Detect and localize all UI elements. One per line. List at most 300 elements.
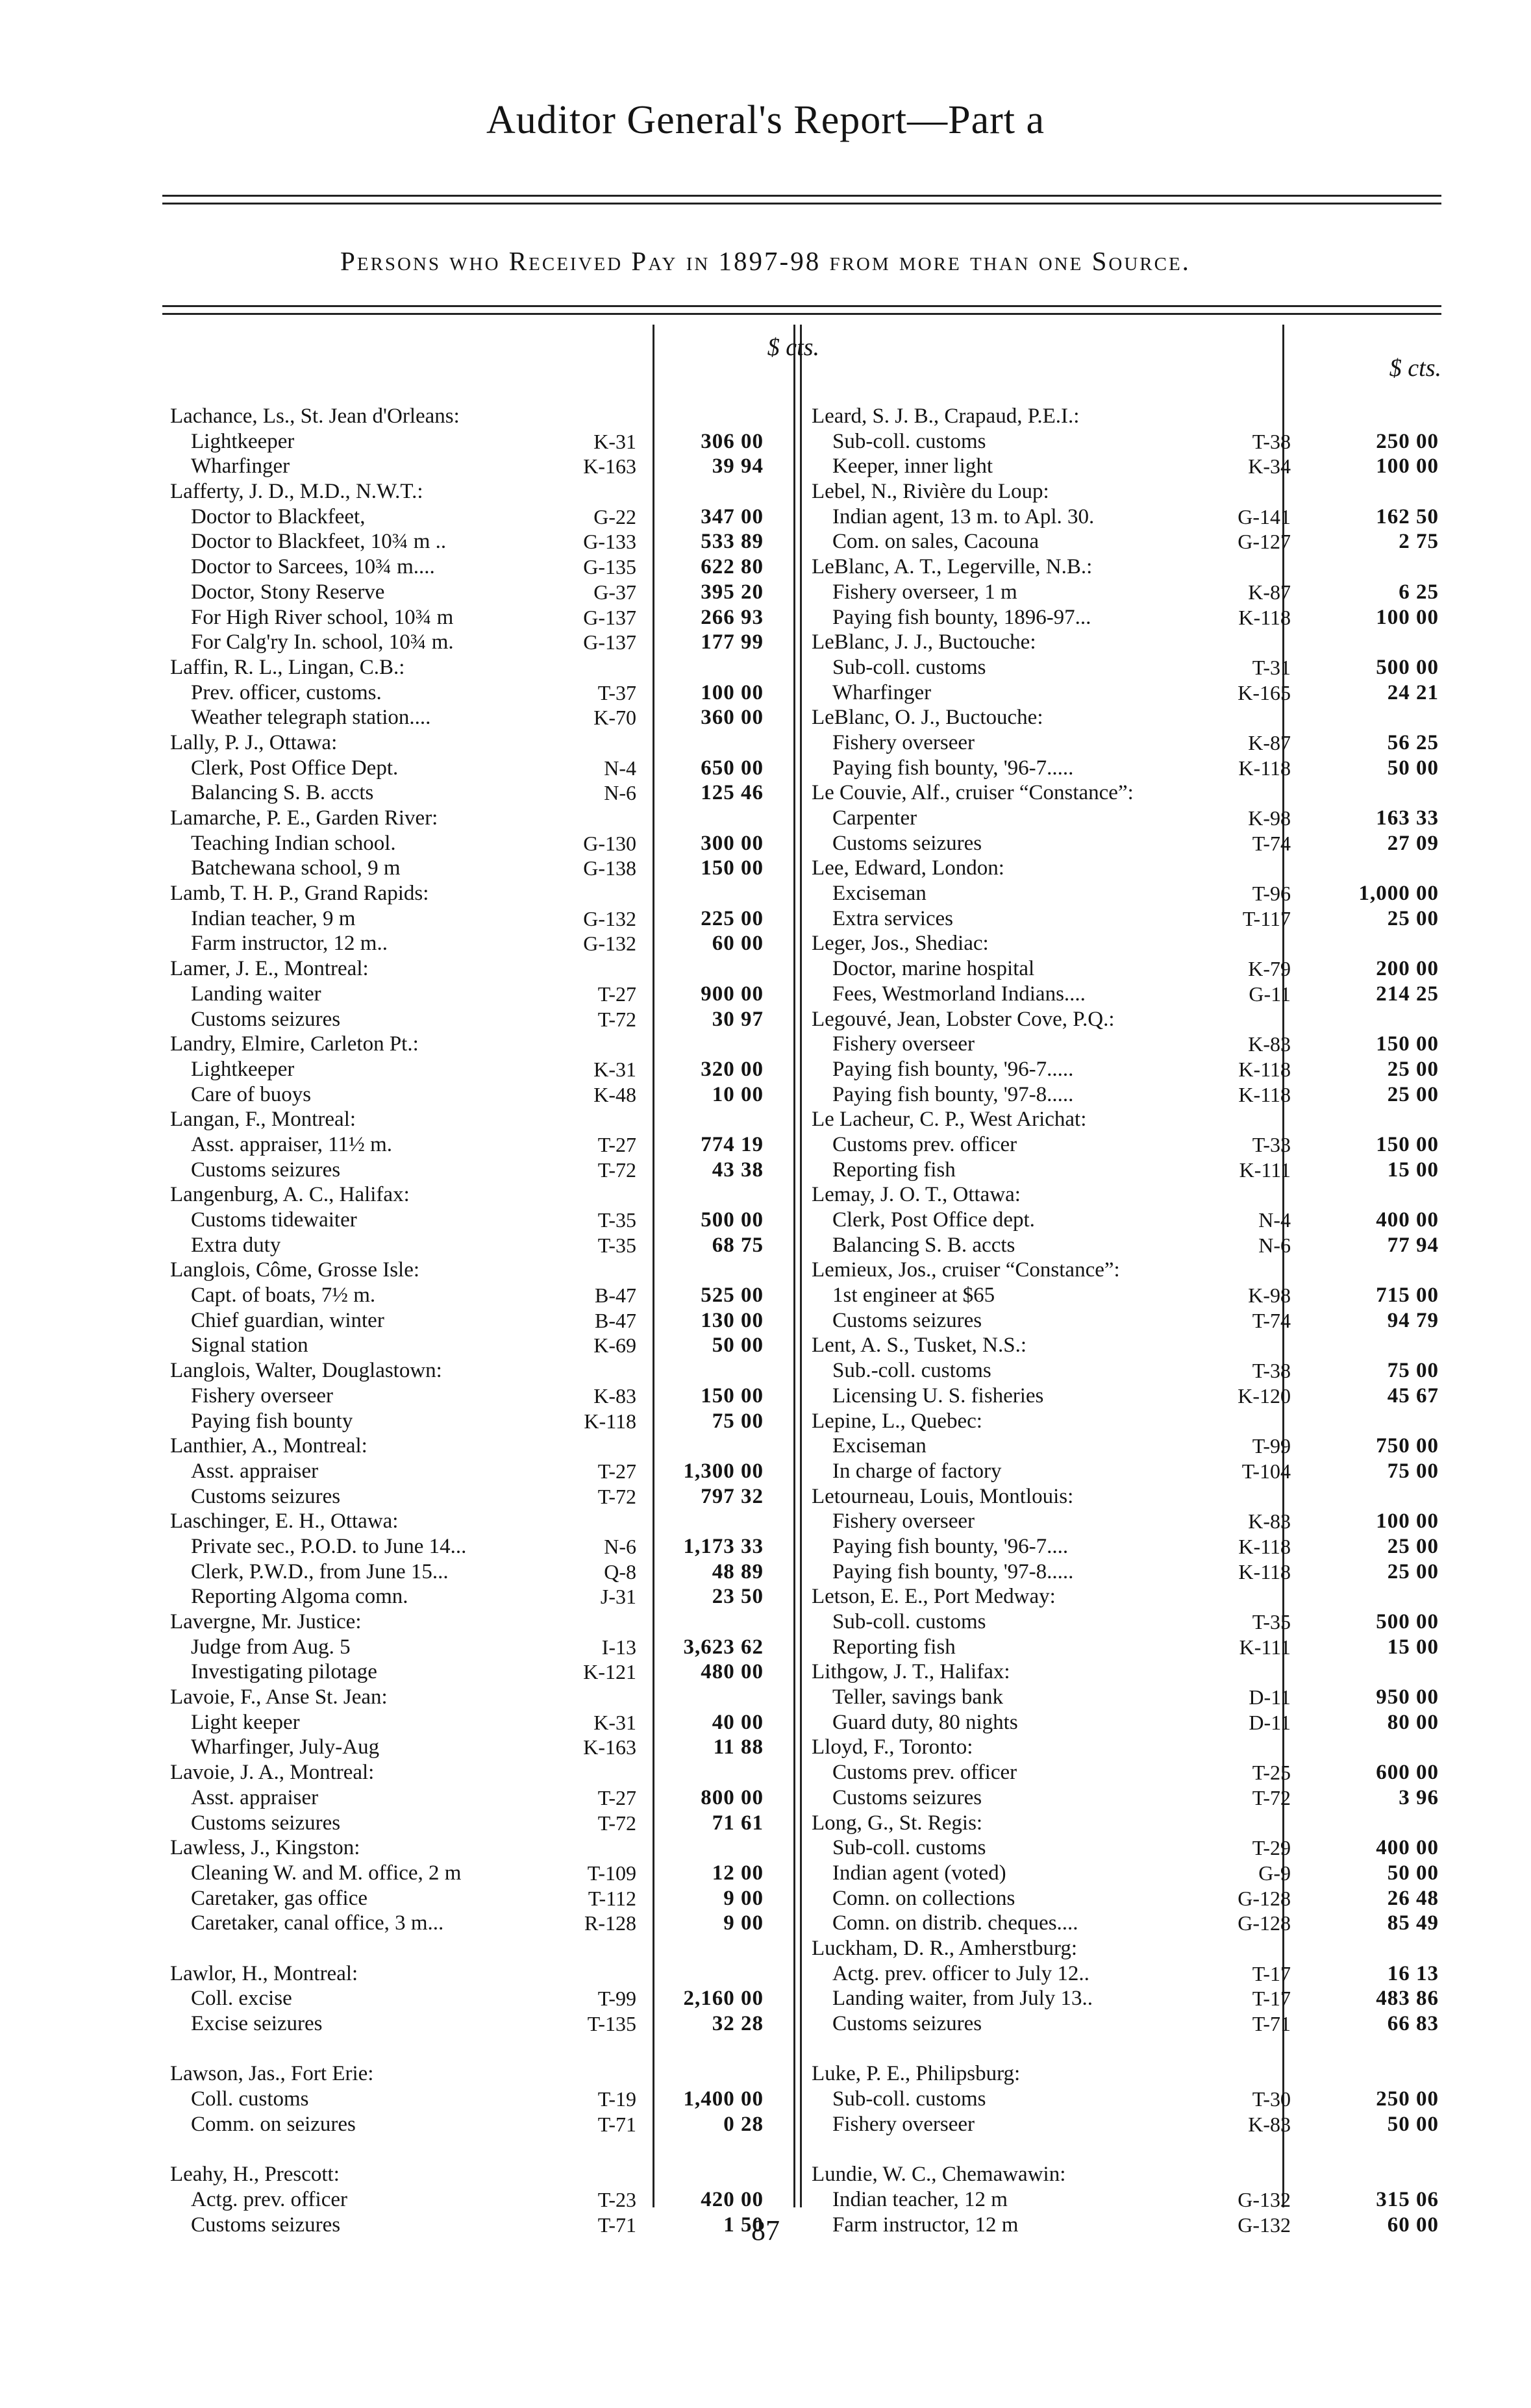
payee-name [170,1509,819,1534]
payment-item [170,454,819,479]
entry-description [812,1007,1291,1032]
item-label: Clerk, Post Office Dept. [191,756,399,780]
item-label: Paying fish bounty, '96-7..... [832,1057,1074,1081]
amount-value: 1 50 [723,2213,764,2237]
payment-item [170,680,819,706]
payment-item [170,1861,819,1886]
voucher-reference: G-133 [583,530,636,554]
entry-description [170,1986,636,2011]
payment-item [170,554,819,580]
item-label: Landing waiter, from July 13.. [832,1987,1093,2011]
payment-item [812,1233,1441,1258]
item-label: Customs seizures [832,1785,982,1809]
item-label: Sub-coll. customs [832,429,986,453]
voucher-reference: K-118 [1238,1534,1291,1558]
item-label: Reporting Algoma comn. [191,1585,408,1609]
entry-description [812,806,1291,831]
entry-description [812,1835,1291,1861]
voucher-reference: G-135 [583,555,636,579]
item-label: Customs prev. officer [832,1132,1017,1156]
item-label: Balancing S. B. accts [191,781,374,805]
table-top-rule [162,305,1441,307]
voucher-reference: T-109 [587,1861,636,1885]
payment-item [812,1635,1441,1660]
item-label: Paying fish bounty [191,1409,353,1433]
voucher-reference: G-132 [1238,2213,1291,2237]
currency-header: $ cts. [767,334,819,361]
entry-description [812,1735,1291,1760]
entry-description [170,756,636,781]
voucher-reference: N-4 [604,756,636,780]
payment-item [170,1484,819,1509]
entry-description [170,1911,636,1936]
entry-description [812,780,1291,806]
amount-value: 200 00 [1376,957,1439,981]
voucher-reference: G-132 [1238,2187,1291,2211]
amount-value: 600 00 [1376,1761,1439,1785]
amount-value: 1,173 33 [683,1534,764,1558]
entry-description [812,429,1291,454]
item-label: Wharfinger, July-Aug [191,1735,380,1759]
payment-item [170,1459,819,1484]
voucher-reference: T-112 [588,1886,636,1910]
payee-label: Luke, P. E., Philipsburg: [812,2062,1021,2086]
item-label: Fishery overseer, 1 m [832,580,1017,604]
amount-value: 45 67 [1387,1384,1439,1408]
item-label: Caretaker, gas office [191,1886,368,1910]
voucher-reference: K-118 [1238,1057,1291,1081]
payee-label: Laffin, R. L., Lingan, C.B.: [170,655,405,679]
voucher-reference: T-99 [1252,1434,1291,1458]
amount-value: 77 94 [1387,1233,1439,1257]
amount-value: 10 00 [712,1082,764,1106]
amount-value: 25 00 [1387,1057,1439,1081]
entry-description [812,630,1291,655]
voucher-reference: K-48 [593,1082,636,1106]
amount-value: 150 00 [1376,1132,1439,1156]
payee-label: Lawless, J., Kingston: [170,1836,360,1860]
item-label: Fishery overseer [832,1032,975,1056]
item-label: Paying fish bounty, 1896-97... [832,605,1091,629]
payee-name [170,1685,819,1710]
entry-description [170,2011,636,2037]
voucher-reference: G-138 [583,856,636,880]
payment-item [170,756,819,781]
payee-label: Langenburg, A. C., Halifax: [170,1183,410,1207]
amount-value: 0 28 [723,2112,764,2136]
amount-value: 480 00 [701,1660,764,1684]
voucher-reference: B-47 [595,1308,636,1332]
payee-name [812,1584,1441,1609]
entry-description [170,1609,636,1635]
amount-header-left [170,334,819,404]
entry-description [170,1057,636,1082]
voucher-reference: K-111 [1239,1635,1291,1659]
item-label: Teaching Indian school. [191,831,396,855]
voucher-reference: I-13 [601,1635,636,1659]
payee-name [170,1961,819,1987]
voucher-reference: T-72 [597,1007,636,1031]
item-label: Actg. prev. officer [191,2187,347,2211]
entry-description [812,1710,1291,1735]
voucher-reference: T-33 [1252,1132,1291,1156]
entry-description [812,856,1291,881]
payment-item [170,1308,819,1334]
entry-description [812,1459,1291,1484]
voucher-reference: K-34 [1248,454,1291,478]
item-label: Clerk, P.W.D., from June 15... [191,1559,449,1583]
payee-name [812,1007,1441,1032]
voucher-reference: T-17 [1252,1961,1291,1985]
payee-label: Legouvé, Jean, Lobster Cove, P.Q.: [812,1007,1115,1031]
item-label: Teller, savings bank [832,1685,1004,1709]
amount-value: 2,160 00 [683,1987,764,2011]
voucher-reference: T-71 [597,2112,636,2136]
payee-label: Lanthier, A., Montreal: [170,1434,367,1458]
entry-description [170,1861,636,1886]
entry-description [170,454,636,479]
payee-label: Lloyd, F., Toronto: [812,1735,973,1759]
header-rule [162,195,1441,197]
payment-item [812,906,1441,932]
voucher-reference: T-72 [597,1484,636,1508]
item-label: Excise seizures [191,2012,323,2035]
payment-item [170,1333,819,1358]
item-label: Prev. officer, customs. [191,680,382,704]
amount-value: 177 99 [701,630,764,654]
voucher-reference: K-31 [593,1057,636,1081]
amount-value: 150 00 [1376,1032,1439,1056]
amount-value: 71 61 [712,1811,764,1835]
voucher-reference: K-98 [1248,806,1291,830]
item-label: Customs seizures [832,1308,982,1332]
amount-header-right [812,354,1441,404]
item-label: Customs seizures [191,1811,341,1835]
amount-value: 50 00 [712,1334,764,1358]
item-label: Lightkeeper [191,429,295,453]
payment-item [812,1685,1441,1710]
entry-description [170,705,636,730]
amount-value: 650 00 [701,756,764,780]
payment-item [170,580,819,605]
payee-label: LeBlanc, J. J., Buctouche: [812,630,1036,654]
entry-description [170,2112,636,2137]
amount-value: 94 79 [1387,1308,1439,1332]
payee-label: Lent, A. S., Tusket, N.S.: [812,1334,1027,1358]
amount-value: 533 89 [701,530,764,554]
payment-item [170,529,819,554]
amount-value: 500 00 [1376,655,1439,679]
item-label: For High River school, 10¾ m [191,605,454,629]
amount-value: 75 00 [712,1409,764,1433]
entry-description [812,1358,1291,1384]
voucher-reference: K-83 [593,1384,636,1408]
payment-item [812,429,1441,454]
payee-label: Leger, Jos., Shediac: [812,932,989,956]
entry-description [170,580,636,605]
payee-name [812,2162,1441,2187]
voucher-reference: T-35 [597,1233,636,1257]
payee-label: Leard, S. J. B., Crapaud, P.E.I.: [812,404,1080,428]
payment-item [812,831,1441,856]
amount-value: 100 00 [1376,1509,1439,1533]
payment-item [812,1434,1441,1459]
amount-value: 25 00 [1387,1534,1439,1558]
entry-description [170,2187,636,2213]
payee-label: Lavoie, F., Anse St. Jean: [170,1685,388,1709]
item-label: Investigating pilotage [191,1660,377,1684]
entry-description [170,1409,636,1434]
amount-value: 100 00 [701,680,764,704]
amount-value: 6 25 [1399,580,1439,604]
payment-item [812,1609,1441,1635]
amount-value: 60 00 [712,932,764,956]
payee-name [812,1409,1441,1434]
voucher-reference: T-25 [1252,1761,1291,1785]
payment-item [812,956,1441,982]
entry-description [812,1107,1291,1132]
voucher-reference: T-27 [597,1459,636,1483]
page-title: Auditor General's Report—Part a [486,98,1045,142]
entry-description [812,1208,1291,1233]
entry-description [170,1132,636,1158]
item-label: Capt. of boats, 7½ m. [191,1284,376,1308]
entry-description [812,1409,1291,1434]
payee-label: Landry, Elmire, Carleton Pt.: [170,1032,419,1056]
payment-item [812,1911,1441,1936]
entry-description [812,454,1291,479]
amount-value: 774 19 [701,1132,764,1156]
amount-value: 1,000 00 [1358,882,1439,906]
entry-description [812,705,1291,730]
item-label: In charge of factory [832,1459,1002,1483]
payment-item [812,756,1441,781]
entry-description [170,1760,636,1785]
amount-value: 23 50 [712,1585,764,1609]
entry-description [812,1434,1291,1459]
payment-item [812,1032,1441,1057]
payee-label: Lebel, N., Rivière du Loup: [812,480,1049,504]
amount-value: 39 94 [712,454,764,478]
left-entries-column [170,334,819,2237]
payee-name [170,655,819,680]
amount-value: 15 00 [1387,1635,1439,1659]
item-label: Customs seizures [191,1484,341,1508]
payment-item [170,2011,819,2037]
voucher-reference: J-31 [600,1585,636,1609]
voucher-reference: K-118 [1238,756,1291,780]
entry-description [170,680,636,706]
entry-description [170,1158,636,1183]
payee-label: Lithgow, J. T., Halifax: [812,1660,1010,1684]
item-label: Coll. excise [191,1987,292,2011]
payee-name [170,1032,819,1057]
voucher-reference: T-99 [597,1987,636,2011]
item-label: Lightkeeper [191,1057,295,1081]
payment-item [170,1811,819,1836]
item-label: Customs seizures [191,1007,341,1031]
payee-name [170,1609,819,1635]
entry-description [812,1986,1291,2011]
payment-item [812,1986,1441,2011]
entry-description [170,2061,636,2087]
entry-description [170,1584,636,1609]
amount-value: 900 00 [701,982,764,1006]
voucher-reference: T-27 [597,1785,636,1809]
entry-description [812,1609,1291,1635]
amount-value: 25 00 [1387,1559,1439,1583]
amount-value: 395 20 [701,580,764,604]
table-subtitle: Persons who Received Pay in 1897-98 from more than one Source. [340,246,1191,276]
payment-item [812,1760,1441,1785]
item-label: Paying fish bounty, '96-7..... [832,756,1074,780]
payee-label: Lemay, J. O. T., Ottawa: [812,1183,1021,1207]
voucher-reference: T-29 [1252,1836,1291,1860]
entry-description [812,730,1291,756]
entry-description [812,1635,1291,1660]
payee-name [812,479,1441,504]
entry-description [812,680,1291,706]
amount-value: 150 00 [701,856,764,880]
payee-name [812,1107,1441,1132]
item-label: Clerk, Post Office dept. [832,1208,1035,1232]
amount-value: 250 00 [1376,429,1439,453]
amount-value: 30 97 [712,1007,764,1031]
payment-item [170,1986,819,2011]
payment-item [812,680,1441,706]
voucher-reference: T-38 [1252,429,1291,453]
amount-value: 66 83 [1387,2012,1439,2035]
entry-description [812,1911,1291,1936]
entry-description [812,1936,1291,1961]
item-label: Exciseman [832,1434,927,1458]
entry-description [170,1509,636,1534]
voucher-reference: K-118 [1238,1559,1291,1583]
item-label: Customs seizures [191,1158,341,1182]
entry-description [812,2112,1291,2137]
amount-value: 162 50 [1376,504,1439,528]
voucher-reference: D-11 [1249,1710,1291,1734]
payment-item [812,1534,1441,1559]
voucher-reference: T-117 [1242,906,1291,930]
payee-label: Lemieux, Jos., cruiser “Constance”: [812,1258,1120,1282]
payee-name [170,1358,819,1384]
entry-description [812,881,1291,906]
payee-label: Lamer, J. E., Montreal: [170,957,369,981]
entry-description [812,1861,1291,1886]
entry-description [170,1710,636,1735]
entry-description [812,756,1291,781]
item-label: Fees, Westmorland Indians.... [832,982,1086,1006]
payment-item [812,1961,1441,1987]
entry-description [812,1132,1291,1158]
voucher-reference: Q-8 [604,1559,636,1583]
entry-description [170,429,636,454]
voucher-reference: K-118 [1238,1082,1291,1106]
entry-description [170,2162,636,2187]
voucher-reference: G-37 [593,580,636,604]
item-label: Paying fish bounty, '97-8..... [832,1559,1074,1583]
entry-description [170,1082,636,1108]
payee-label: LeBlanc, O. J., Buctouche: [812,706,1043,730]
amount-value: 2 75 [1399,530,1439,554]
voucher-reference: G-137 [583,605,636,629]
entry-description [812,1559,1291,1585]
amount-value: 85 49 [1387,1911,1439,1935]
entry-description [170,1459,636,1484]
entry-description [812,1283,1291,1308]
payment-item [170,1283,819,1308]
entry-description [170,931,636,956]
voucher-reference: K-31 [593,429,636,453]
payee-name [812,1182,1441,1208]
payee-label: Lundie, W. C., Chemawawin: [812,2163,1066,2187]
item-label: Customs prev. officer [832,1761,1017,1785]
item-label: Licensing U. S. fisheries [832,1384,1044,1408]
entry-description [170,831,636,856]
entry-description [812,655,1291,680]
payment-item [170,1584,819,1609]
entry-description [812,2061,1291,2087]
entry-description [170,1785,636,1811]
voucher-reference: K-87 [1248,580,1291,604]
payment-item [812,2112,1441,2137]
payee-label: Leahy, H., Prescott: [170,2163,340,2187]
item-label: Doctor to Blackfeet, [191,504,366,528]
amount-value: 420 00 [701,2187,764,2211]
entry-description [170,1333,636,1358]
payment-item [812,2011,1441,2037]
payment-item [812,1559,1441,1585]
payee-name [170,956,819,982]
voucher-reference: T-74 [1252,1308,1291,1332]
payment-item [170,1911,819,1936]
voucher-reference: T-35 [1252,1610,1291,1633]
item-label: Doctor to Blackfeet, 10¾ m .. [191,530,447,554]
payment-item [812,504,1441,530]
voucher-reference: N-6 [1258,1233,1291,1257]
payee-name [812,1735,1441,1760]
payee-name [812,856,1441,881]
voucher-reference: K-163 [583,454,636,478]
amount-value: 797 32 [701,1484,764,1508]
entry-description [812,1961,1291,1987]
amount-value: 3 96 [1399,1785,1439,1809]
entry-description [170,780,636,806]
voucher-reference: G-11 [1249,982,1291,1006]
amount-value: 300 00 [701,831,764,855]
item-label: Sub-coll. customs [832,1610,986,1633]
amount-value: 125 46 [701,781,764,805]
payment-item [170,982,819,1007]
item-label: Cleaning W. and M. office, 2 m [191,1861,462,1885]
payee-name [170,730,819,756]
voucher-reference: T-23 [597,2187,636,2211]
entry-description [170,1735,636,1760]
entry-description [812,1584,1291,1609]
item-label: Sub-coll. customs [832,2087,986,2111]
amount-value: 715 00 [1376,1284,1439,1308]
entry-description [170,1635,636,1660]
payment-item [170,931,819,956]
payee-label: Letourneau, Louis, Montlouis: [812,1484,1074,1508]
item-label: Private sec., P.O.D. to June 14... [191,1534,467,1558]
amount-value: 525 00 [701,1284,764,1308]
voucher-reference: T-17 [1252,1987,1291,2011]
payment-item [170,1233,819,1258]
entry-description [812,1785,1291,1811]
payment-item [170,1635,819,1660]
